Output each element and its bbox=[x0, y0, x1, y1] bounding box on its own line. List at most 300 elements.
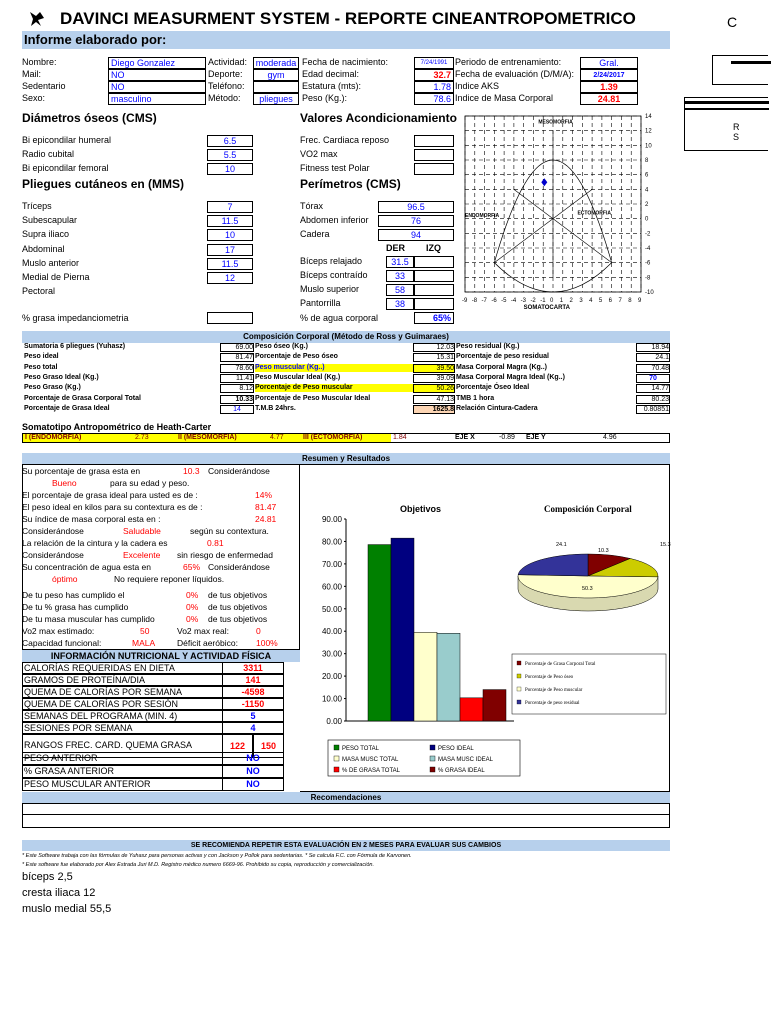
somato-ytick: 10 bbox=[645, 143, 652, 150]
nutri-value[interactable]: 4 bbox=[222, 722, 284, 734]
comp-value: 12.03 bbox=[413, 343, 455, 352]
pliegue-label: Tríceps bbox=[22, 201, 52, 211]
valor-label: Frec. Cardiaca reposo bbox=[300, 135, 390, 145]
somato-xtick: 8 bbox=[628, 298, 632, 304]
comp-value: 39.09 bbox=[413, 374, 455, 383]
somato-xtick: 3 bbox=[579, 298, 583, 304]
nutri-title: INFORMACIÓN NUTRICIONAL Y ACTIVIDAD FÍSICA bbox=[22, 650, 300, 662]
resumen-text: para su edad y peso. bbox=[110, 478, 190, 488]
composicion-pie-label: 10.3 bbox=[598, 548, 609, 554]
objetivos-ytick: 20.00 bbox=[321, 672, 342, 682]
perimetro-label: Cadera bbox=[300, 229, 330, 239]
somato-xtick: 2 bbox=[569, 298, 573, 304]
comp-value: 1625.8 bbox=[413, 405, 455, 414]
objetivos-ytick: 70.00 bbox=[321, 559, 342, 569]
comp-value: 10.33 bbox=[220, 395, 254, 404]
ejex-label: EJE X bbox=[455, 434, 475, 441]
comp-value: 80.23 bbox=[636, 395, 670, 404]
pliegue-label: Subescapular bbox=[22, 215, 78, 225]
composicion-legend-label: Porcentaje de Grasa Corporal Total bbox=[525, 662, 596, 667]
somato-xtick: -5 bbox=[501, 298, 507, 304]
grasa-field[interactable] bbox=[207, 312, 253, 324]
actividad-field[interactable]: moderada bbox=[253, 57, 299, 69]
resumen-text: 50 bbox=[140, 626, 150, 636]
comp-label: Peso residual (Kg.) bbox=[456, 343, 520, 350]
comp-label: Porcentaje de peso residual bbox=[456, 353, 549, 361]
somato-ytick: 8 bbox=[645, 158, 649, 164]
somato-ytick: 0 bbox=[645, 216, 649, 223]
nutri-label: QUEMA DE CALORÍAS POR SEMANA bbox=[22, 686, 222, 698]
resumen-text: 0% bbox=[186, 590, 199, 600]
pliegue-label: Abdominal bbox=[22, 244, 65, 254]
comp-value: 47.13 bbox=[413, 395, 455, 404]
somato-xtick: -2 bbox=[530, 298, 536, 304]
comp-value: 14.77 bbox=[636, 384, 670, 393]
rango-max[interactable]: 150 bbox=[253, 734, 284, 758]
resumen-text: óptimo bbox=[52, 574, 78, 584]
recomendaciones-box-2[interactable] bbox=[22, 815, 670, 828]
diametros-title: Diámetros óseos (CMS) bbox=[22, 111, 157, 125]
somato-xtick: 6 bbox=[608, 298, 613, 304]
comp-label: Porcentaje de Peso Muscular Ideal bbox=[255, 394, 371, 402]
izq-header: IZQ bbox=[426, 243, 441, 253]
pliegue-label: Supra iliaco bbox=[22, 229, 70, 239]
sedentario-label: Sedentario bbox=[22, 81, 66, 91]
side-letter: C bbox=[727, 14, 738, 30]
objetivos-legend-swatch bbox=[430, 767, 435, 772]
resumen-text: Considerándose bbox=[22, 526, 84, 536]
logo-icon bbox=[28, 10, 46, 28]
mail-field[interactable]: NO bbox=[108, 69, 206, 81]
resumen-text: De tu masa muscular has cumplido bbox=[22, 614, 155, 624]
feval-label: Fecha de evaluación (D/M/A): bbox=[455, 69, 575, 79]
objetivos-bar bbox=[437, 633, 460, 721]
comp-label: Peso ideal bbox=[24, 353, 59, 361]
objetivos-bar bbox=[391, 538, 414, 721]
somato-xlabel: SOMATOCARTA bbox=[523, 305, 571, 311]
nombre-field[interactable]: Diego Gonzalez bbox=[108, 57, 206, 69]
pliegues-title: Pliegues cutáneos en (MMS) bbox=[22, 177, 185, 191]
perimetro-label: Pantorrilla bbox=[300, 298, 341, 308]
objetivos-ytick: 90.00 bbox=[321, 515, 342, 524]
footer-note-2: * Este software fue elaborado por Alex Estrada Juri M.D. Registro médico numero 6669-96. Prohibido su copia, reproducción y comercialización. bbox=[22, 862, 374, 868]
agua-label: % de agua corporal bbox=[300, 313, 379, 323]
resumen-text: 0.81 bbox=[207, 538, 224, 548]
nutri-label: SESIONES POR SEMANA bbox=[22, 722, 222, 734]
somato-ytick: 4 bbox=[645, 187, 649, 194]
page-title: DAVINCI MEASURMENT SYSTEM - REPORTE CINEANTROPOMETRICO bbox=[60, 9, 636, 28]
somato-ytick: 2 bbox=[645, 202, 649, 208]
ejex-value: -0.89 bbox=[499, 434, 515, 441]
valor-field[interactable] bbox=[414, 149, 454, 161]
peso-field[interactable]: 78.6 bbox=[414, 93, 454, 105]
objetivos-ytick: 30.00 bbox=[321, 649, 342, 659]
comp-value: 15.31 bbox=[413, 353, 455, 362]
comp-value: 81.47 bbox=[220, 353, 254, 362]
diametro-field[interactable]: 6.5 bbox=[207, 135, 253, 147]
objetivos-legend-label: MASA MUSC TOTAL bbox=[342, 757, 399, 763]
comp-label: Peso óseo (Kg.) bbox=[255, 343, 308, 350]
nutri-value[interactable]: -4598 bbox=[222, 686, 284, 698]
perimetro-field[interactable]: 76 bbox=[378, 215, 454, 227]
objetivos-chart bbox=[302, 498, 527, 783]
composicion-legend-swatch bbox=[517, 687, 521, 691]
somato-ytick: 6 bbox=[645, 172, 649, 179]
perimetro-izq-field[interactable] bbox=[414, 270, 454, 282]
resumen-text: 100% bbox=[256, 638, 278, 648]
resumen-text: Déficit aeróbico: bbox=[177, 638, 238, 648]
composicion-legend-label: Porcentaje de Peso óseo bbox=[525, 675, 574, 680]
recomendaciones-title: Recomendaciones bbox=[22, 792, 670, 803]
objetivos-ytick: 40.00 bbox=[321, 627, 342, 637]
objetivos-legend-label: MASA MUSC IDEAL bbox=[438, 757, 494, 763]
mail-label: Mail: bbox=[22, 69, 42, 79]
somato-ytick: 12 bbox=[645, 128, 652, 135]
objetivos-title: Objetivos bbox=[400, 504, 442, 514]
objetivos-legend-label: PESO IDEAL bbox=[438, 746, 474, 752]
comp-title: Composición Corporal (Método de Ross y Guimaraes) bbox=[22, 331, 670, 343]
resumen-text: Considerándose bbox=[22, 550, 84, 560]
composicion-title: Composición Corporal bbox=[544, 504, 632, 514]
informe-bar bbox=[22, 31, 670, 49]
somato-xtick: -4 bbox=[510, 298, 517, 304]
resumen-text: 10.3 bbox=[183, 466, 200, 476]
comp-value: 69.00 bbox=[220, 343, 254, 352]
periodo-field[interactable]: Gral. bbox=[580, 57, 638, 69]
resumen-text: Su concentración de agua esta en bbox=[22, 562, 152, 572]
resumen-text: 0 bbox=[256, 626, 261, 636]
comp-label: Porcentaje de Grasa Corporal Total bbox=[24, 394, 141, 402]
fnac-label: Fecha de nacimiento: bbox=[302, 57, 389, 67]
objetivos-ytick: 80.00 bbox=[321, 537, 342, 547]
heath-iii-label: III (ECTOMORFIA) bbox=[303, 434, 363, 441]
objetivos-bar bbox=[368, 545, 391, 721]
somato-xtick: 7 bbox=[618, 298, 622, 304]
composicion-pie-label: 50.3 bbox=[582, 586, 593, 592]
somato-xtick: -8 bbox=[471, 298, 478, 304]
diametro-field[interactable]: 10 bbox=[207, 163, 253, 175]
diametro-label: Radio cubital bbox=[22, 149, 75, 159]
resumen-text: 14% bbox=[255, 490, 273, 500]
objetivos-bar bbox=[460, 698, 483, 721]
resumen-text: de tus objetivos bbox=[208, 602, 268, 612]
somato-mesomorfia: MESOMORFIA bbox=[538, 119, 573, 126]
perimetro-field[interactable]: 94 bbox=[378, 229, 454, 241]
resumen-text: 81.47 bbox=[255, 502, 277, 512]
diametro-label: Bi epicondilar humeral bbox=[22, 135, 112, 145]
comp-label: Peso total bbox=[24, 363, 58, 371]
der-header: DER bbox=[386, 243, 406, 253]
perimetro-label: Abdomen inferior bbox=[300, 215, 369, 225]
somato-ytick: -10 bbox=[645, 290, 654, 296]
objetivos-legend-swatch bbox=[334, 767, 339, 772]
valores-title: Valores Acondicionamiento bbox=[300, 111, 457, 125]
somato-xtick: 9 bbox=[638, 298, 642, 304]
grasa-label: % grasa impedanciometria bbox=[22, 313, 129, 323]
ejey-label: EJE Y bbox=[526, 434, 546, 441]
telefono-field[interactable] bbox=[253, 81, 299, 93]
somato-endomorfia: ENDOMORFIA bbox=[465, 213, 500, 220]
nutri-label: QUEMA DE CALORÍAS POR SESIÓN bbox=[22, 698, 222, 710]
agua-field[interactable]: 65% bbox=[414, 312, 454, 324]
metodo-field[interactable]: pliegues bbox=[253, 93, 299, 105]
comp-value: 50.26 bbox=[413, 384, 455, 393]
deporte-field[interactable]: gym bbox=[253, 69, 299, 81]
objetivos-legend-swatch bbox=[334, 745, 339, 750]
perimetro-der-field[interactable]: 38 bbox=[386, 298, 414, 310]
composicion-legend-swatch bbox=[517, 661, 521, 665]
resumen-text: Excelente bbox=[123, 550, 161, 560]
somato-xtick: 4 bbox=[589, 298, 593, 304]
objetivos-legend-label: PESO TOTAL bbox=[342, 746, 380, 752]
actividad-label: Actividad: bbox=[208, 57, 248, 67]
comp-value: 0.80851 bbox=[636, 405, 670, 414]
objetivos-bar bbox=[414, 632, 437, 721]
somato-ytick: 14 bbox=[645, 114, 652, 120]
somato-xtick: -1 bbox=[540, 298, 546, 304]
pliegue-label: Muslo anterior bbox=[22, 258, 80, 268]
comp-label: T.M.B 24hrs. bbox=[255, 404, 296, 412]
composicion-pie-label: 15.3 bbox=[660, 542, 671, 548]
comp-label: Peso Graso Ideal (Kg.) bbox=[24, 373, 99, 381]
somato-ytick: -4 bbox=[645, 246, 651, 252]
resumen-text: sin riesgo de enfermedad bbox=[177, 550, 273, 560]
aks-field[interactable]: 1.39 bbox=[580, 81, 638, 93]
resumen-text: Capacidad funcional: bbox=[22, 638, 102, 648]
comp-value: 70 bbox=[636, 374, 670, 383]
resumen-text: 0% bbox=[186, 614, 199, 624]
nutri-value[interactable]: 5 bbox=[222, 710, 284, 722]
valor-field[interactable] bbox=[414, 163, 454, 175]
edad-field[interactable]: 32.7 bbox=[414, 69, 454, 81]
resumen-text: De tu peso has cumplido el bbox=[22, 590, 125, 600]
comp-label: Masa Corporal Magra Ideal (Kg..) bbox=[456, 373, 565, 381]
comp-label: Porcentaje de Peso óseo bbox=[255, 353, 338, 361]
resumen-text: Considerándose bbox=[208, 562, 270, 572]
somato-xtick: -6 bbox=[491, 298, 497, 304]
composicion-legend-label: Porcentaje de peso residual bbox=[525, 701, 580, 706]
edad-label: Edad decimal: bbox=[302, 69, 360, 79]
perimetro-der-field[interactable]: 31.5 bbox=[386, 256, 414, 268]
objetivos-legend-swatch bbox=[430, 756, 435, 761]
peso-label: Peso (Kg.): bbox=[302, 93, 348, 103]
resumen-text: de tus objetivos bbox=[208, 590, 268, 600]
telefono-label: Teléfono: bbox=[208, 81, 245, 91]
comp-label: Sumatoria 6 pliegues (Yuhasz) bbox=[24, 343, 126, 350]
comp-label: Masa Corporal Magra (Kg..) bbox=[456, 363, 548, 371]
metodo-label: Método: bbox=[208, 93, 241, 103]
perimetro-label: Muslo superior bbox=[300, 284, 360, 294]
somato-xtick: -7 bbox=[481, 298, 487, 304]
deporte-label: Deporte: bbox=[208, 69, 243, 79]
objetivos-ytick: 50.00 bbox=[321, 604, 342, 614]
somato-xtick: -9 bbox=[462, 298, 468, 304]
somato-ectomorfia: ECTOMORFIA bbox=[577, 210, 611, 217]
nutri-label: SEMANAS DEL PROGRAMA (MIN. 4) bbox=[22, 710, 222, 722]
objetivos-legend-label: % GRASA IDEAL bbox=[438, 768, 485, 774]
nutri-label: CALORÍAS REQUERIDAS EN DIETA bbox=[22, 662, 222, 674]
resumen-text: Vo2 max estimado: bbox=[22, 626, 95, 636]
composicion-pie-label: 24.1 bbox=[556, 542, 567, 548]
sedentario-field[interactable]: NO bbox=[108, 81, 206, 93]
resumen-text: La relación de la cintura y la cadera es bbox=[22, 538, 168, 548]
somato-xtick: 0 bbox=[550, 298, 554, 304]
composicion-legend-swatch bbox=[517, 700, 521, 704]
objetivos-ytick: 60.00 bbox=[321, 582, 342, 592]
side-box-2 bbox=[684, 97, 768, 151]
imc-field[interactable]: 24.81 bbox=[580, 93, 638, 105]
resumen-text: según su contextura. bbox=[190, 526, 269, 536]
resumen-title: Resumen y Resultados bbox=[22, 453, 670, 464]
composicion-legend-label: Porcentaje de Peso muscular bbox=[525, 688, 583, 693]
diametro-field[interactable]: 5.5 bbox=[207, 149, 253, 161]
heath-ii-label: II (MESOMORFIA) bbox=[178, 434, 237, 441]
heath-bar bbox=[22, 433, 670, 443]
objetivos-legend-label: % DE GRASA TOTAL bbox=[342, 768, 401, 774]
comp-label: Peso muscular (Kg..) bbox=[255, 364, 413, 372]
comp-value: 78.60 bbox=[220, 364, 254, 373]
objetivos-legend-swatch bbox=[430, 745, 435, 750]
perimetro-izq-field[interactable] bbox=[414, 256, 454, 268]
estatura-label: Estatura (mts): bbox=[302, 81, 362, 91]
periodo-label: Periodo de entrenamiento: bbox=[455, 57, 562, 67]
valor-label: VO2 max bbox=[300, 149, 338, 159]
anterior-value[interactable]: NO bbox=[222, 765, 284, 778]
resumen-text: No requiere reponer líquidos. bbox=[114, 574, 225, 584]
recomendaciones-box-1[interactable] bbox=[22, 803, 670, 815]
comp-value: 8.12 bbox=[220, 384, 254, 393]
perimetro-izq-field[interactable] bbox=[414, 284, 454, 296]
perimetros-title: Perímetros (CMS) bbox=[300, 177, 401, 191]
somato-point bbox=[541, 178, 547, 186]
perimetro-label: Bíceps relajado bbox=[300, 256, 363, 266]
perimetro-label: Bíceps contraído bbox=[300, 270, 368, 280]
comp-label: Porcentaje de Peso muscular bbox=[255, 384, 413, 392]
heath-ii-value: 4.77 bbox=[270, 434, 284, 441]
objetivos-ytick: 0.00 bbox=[326, 717, 342, 726]
comp-label: TMB 1 hora bbox=[456, 394, 495, 402]
somato-xtick: 1 bbox=[559, 298, 564, 304]
rangos-label: RANGOS FREC. CARD. QUEMA GRASA bbox=[22, 734, 222, 758]
heath-i-label: I (ENDOMORFIA) bbox=[25, 434, 82, 441]
side-box-1 bbox=[712, 55, 768, 85]
rango-min[interactable]: 122 bbox=[222, 734, 253, 758]
resumen-text: Considerándose bbox=[208, 466, 270, 476]
heath-title: Somatotipo Antropométrico de Heath-Carter bbox=[22, 422, 212, 432]
comp-label: Peso Graso (Kg.) bbox=[24, 384, 81, 392]
comp-value: 39.50 bbox=[413, 364, 455, 373]
comp-value: 24.1 bbox=[636, 353, 670, 362]
imc-label: Indice de Masa Corporal bbox=[455, 93, 554, 103]
objetivos-bar bbox=[483, 690, 506, 721]
somato-ytick: -6 bbox=[645, 260, 651, 267]
resumen-text: de tus objetivos bbox=[208, 614, 268, 624]
pliegue-field[interactable]: 10 bbox=[207, 229, 253, 241]
estatura-field[interactable]: 1.78 bbox=[414, 81, 454, 93]
pliegue-label: Pectoral bbox=[22, 286, 56, 296]
diametro-label: Bi epicondilar femoral bbox=[22, 163, 109, 173]
resumen-text: Su índice de masa corporal esta en : bbox=[22, 514, 161, 524]
feval-field[interactable]: 2/24/2017 bbox=[580, 69, 638, 81]
resumen-text: Vo2 max real: bbox=[177, 626, 229, 636]
note-line: bíceps 2,5 bbox=[22, 871, 73, 883]
anterior-value[interactable]: NO bbox=[222, 778, 284, 791]
somato-xtick: -3 bbox=[520, 298, 527, 304]
perimetro-izq-field[interactable] bbox=[414, 298, 454, 310]
resumen-text: 0% bbox=[186, 602, 199, 612]
ejey-value: 4.96 bbox=[603, 434, 617, 441]
footer-rec: SE RECOMIENDA REPETIR ESTA EVALUACIÓN EN 2 MESES PARA EVALUAR SUS CAMBIOS bbox=[22, 840, 670, 851]
heath-i-value: 2.73 bbox=[135, 434, 149, 441]
somato-ytick: -8 bbox=[645, 275, 651, 282]
comp-label: Peso Muscular Ideal (Kg.) bbox=[255, 373, 341, 381]
resumen-text: Su porcentaje de grasa esta en bbox=[22, 466, 141, 476]
note-line: muslo medial 55,5 bbox=[22, 903, 112, 915]
perimetro-der-field[interactable]: 33 bbox=[386, 270, 414, 282]
pliegue-field[interactable]: 11.5 bbox=[207, 258, 253, 270]
somatocarta-chart bbox=[455, 112, 655, 322]
resumen-text: Bueno bbox=[52, 478, 77, 488]
pliegue-field[interactable]: 11.5 bbox=[207, 215, 253, 227]
comp-label: Porcentaje de Grasa Ideal bbox=[24, 404, 110, 412]
pliegue-field[interactable]: 17 bbox=[207, 244, 253, 256]
aks-label: Indice AKS bbox=[455, 81, 500, 91]
nutri-value[interactable]: 141 bbox=[222, 674, 284, 686]
fnac-field[interactable]: 7/24/1991 bbox=[414, 57, 454, 69]
comp-value: 14 bbox=[220, 405, 254, 414]
comp-label: Porcentaje Óseo Ideal bbox=[456, 384, 530, 392]
resumen-text: El peso ideal en kilos para su contextura es de : bbox=[22, 502, 203, 512]
objetivos-legend-swatch bbox=[334, 756, 339, 761]
nombre-label: Nombre: bbox=[22, 57, 57, 67]
valor-field[interactable] bbox=[414, 135, 454, 147]
resumen-text: 24.81 bbox=[255, 514, 277, 524]
somato-ytick: -2 bbox=[645, 231, 651, 238]
resumen-text: El porcentaje de grasa ideal para usted es de : bbox=[22, 490, 198, 500]
anterior-label: PESO MUSCULAR ANTERIOR bbox=[22, 778, 222, 791]
sexo-label: Sexo: bbox=[22, 93, 46, 103]
composicion-chart bbox=[512, 498, 671, 728]
side-s: S bbox=[733, 132, 740, 142]
valor-label: Fitness test Polar bbox=[300, 163, 370, 173]
side-r: R bbox=[733, 122, 740, 132]
pliegue-field[interactable]: 7 bbox=[207, 201, 253, 213]
comp-value: 70.48 bbox=[636, 364, 670, 373]
resumen-text: 65% bbox=[183, 562, 201, 572]
note-line: cresta iliaca 12 bbox=[22, 887, 96, 899]
somato-xtick: 5 bbox=[598, 298, 603, 304]
resumen-text: De tu % grasa has cumplido bbox=[22, 602, 129, 612]
pliegue-field[interactable]: 12 bbox=[207, 272, 253, 284]
anterior-label: % GRASA ANTERIOR bbox=[22, 765, 222, 778]
sexo-field[interactable]: masculino bbox=[108, 93, 206, 105]
perimetro-der-field[interactable]: 58 bbox=[386, 284, 414, 296]
composicion-pie-slice bbox=[518, 554, 588, 576]
pliegue-label: Medial de Pierna bbox=[22, 272, 90, 282]
comp-value: 11.41 bbox=[220, 374, 254, 383]
perimetro-label: Tórax bbox=[300, 201, 324, 211]
footer-note-1: * Este Software trabaja con las fórmulas de Yuhasz para personas activas y con Jackson y Pollok para sedentarias. * Se calcula F.C. con Fórmula de Karvonen. bbox=[22, 853, 412, 859]
nutri-value[interactable]: 3311 bbox=[222, 662, 284, 674]
comp-value: 18.94 bbox=[636, 343, 670, 352]
anterior-value[interactable]: NO bbox=[222, 752, 284, 765]
composicion-legend-swatch bbox=[517, 674, 521, 678]
informe-label: Informe elaborado por: bbox=[24, 32, 167, 47]
objetivos-ytick: 10.00 bbox=[321, 694, 342, 704]
nutri-value[interactable]: -1150 bbox=[222, 698, 284, 710]
perimetro-field[interactable]: 96.5 bbox=[378, 201, 454, 213]
nutri-label: GRAMOS DE PROTEÍNA/DIA bbox=[22, 674, 222, 686]
